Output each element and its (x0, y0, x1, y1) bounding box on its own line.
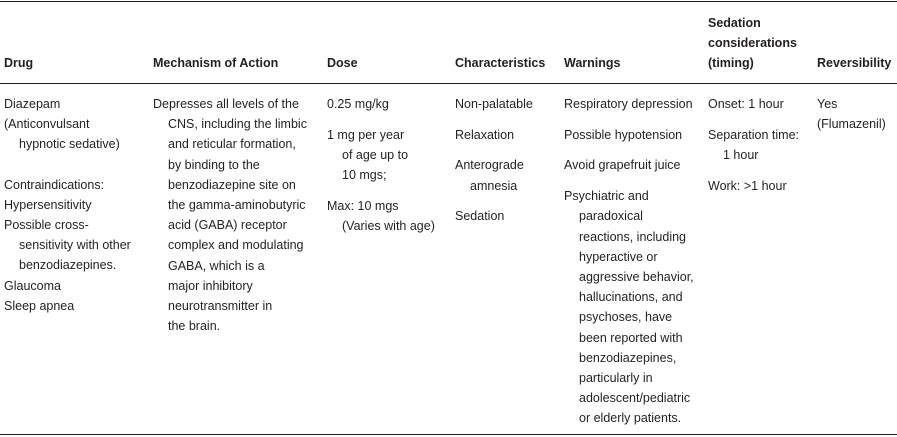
header-dose: Dose (327, 56, 358, 70)
header-characteristics-cell (455, 0, 560, 73)
warning-item: Respiratory depression (564, 97, 693, 111)
contraindication-line: Possible cross- (4, 218, 89, 233)
contraindication-line: sensitivity with other (19, 238, 131, 253)
contraindication-item: Hypersensitivity (4, 197, 92, 212)
contraindications-title: Contraindications: (4, 177, 105, 192)
drug-name: Diazepam (4, 97, 61, 111)
drug-cell (4, 94, 144, 316)
warning-item: Possible hypotension (564, 127, 683, 142)
mechanism-line: neurotransmitter in (168, 299, 273, 314)
header-mechanism: Mechanism of Action (153, 56, 279, 70)
header-sedation-line: Sedation (708, 16, 761, 30)
sedation-line: 1 hour (723, 147, 759, 162)
warning-item: Avoid grapefruit juice (564, 158, 681, 173)
drug-class-line: (Anticonvulsant (4, 117, 90, 132)
header-sedation-line: (timing) (708, 56, 754, 70)
sedation-cell (708, 94, 813, 196)
header-reversibility-cell (817, 0, 897, 73)
contraindication-item: Glaucoma (4, 278, 61, 293)
header-drug-cell (4, 0, 144, 73)
warning-line: psychoses, have (579, 310, 673, 325)
drug-class-line: hypnotic sedative) (19, 137, 120, 152)
characteristics-cell (455, 94, 560, 227)
dose-line: Max: 10 mgs (327, 198, 399, 213)
dose-cell (327, 94, 447, 236)
mechanism-line: CNS, including the limbic (168, 117, 307, 132)
header-reversibility: Reversibility (817, 56, 892, 70)
warning-line: benzodiazepines, (579, 350, 677, 365)
mechanism-cell (153, 94, 318, 336)
reversibility-cell (817, 94, 897, 134)
warning-line: particularly in (579, 370, 653, 385)
header-sedation-line: considerations (708, 36, 797, 50)
dose-line: 0.25 mg/kg (327, 97, 389, 111)
mechanism-line: acid (GABA) receptor (168, 218, 287, 233)
reversibility-value: Yes (817, 97, 838, 111)
dose-line: (Varies with age) (342, 219, 435, 234)
warning-line: hyperactive or (579, 249, 658, 264)
dose-line: 10 mgs; (342, 168, 387, 183)
contraindication-line: benzodiazepines. (19, 258, 117, 273)
mechanism-line: the brain. (168, 319, 221, 334)
mechanism-line: complex and modulating (168, 238, 304, 253)
table-bottom-rule (0, 434, 897, 435)
warning-line: or elderly patients. (579, 411, 682, 426)
characteristic-item (455, 155, 560, 195)
header-characteristics: Characteristics (455, 56, 546, 70)
mechanism-line: benzodiazepine site on (168, 177, 296, 192)
mechanism-line: major inhibitory (168, 278, 253, 293)
mechanism-line: the gamma-aminobutyric (168, 198, 306, 213)
mechanism-line: by binding to the (168, 157, 260, 172)
warning-line: reactions, including (579, 229, 687, 244)
header-sedation-cell (708, 0, 813, 73)
mechanism-line: Depresses all levels of the (153, 97, 299, 111)
header-warnings-cell (564, 0, 699, 73)
mechanism-line: and reticular formation, (168, 137, 296, 152)
reversibility-agent: (Flumazenil) (817, 117, 886, 132)
characteristic-item: Relaxation (455, 127, 515, 142)
sedation-onset: Onset: 1 hour (708, 97, 784, 111)
header-warnings: Warnings (564, 56, 621, 70)
sedation-separation (708, 125, 813, 165)
table-header-rule (0, 83, 897, 84)
characteristic-item: Sedation (455, 209, 505, 224)
header-dose-cell (327, 0, 447, 73)
characteristic-item: Non-palatable (455, 97, 533, 111)
header-mechanism-cell (153, 0, 318, 73)
dose-line: of age up to (342, 147, 409, 162)
warning-line: paradoxical (579, 209, 643, 224)
characteristic-line: amnesia (470, 178, 518, 193)
header-sedation (708, 13, 797, 73)
dose-line: 1 mg per year (327, 127, 405, 142)
mechanism-line: GABA, which is a (168, 258, 265, 273)
warning-line: adolescent/pediatric (579, 391, 691, 406)
sedation-line: Separation time: (708, 127, 800, 142)
characteristic-line: Anterograde (455, 158, 524, 173)
contraindication-item: Sleep apnea (4, 298, 75, 313)
warning-item (564, 186, 699, 428)
warning-line: aggressive behavior, (579, 269, 694, 284)
warning-line: hallucinations, and (579, 290, 683, 305)
warning-line: been reported with (579, 330, 683, 345)
header-drug: Drug (4, 56, 34, 70)
warning-line: Psychiatric and (564, 189, 649, 204)
contraindication-item (4, 215, 144, 276)
warnings-cell (564, 94, 699, 429)
sedation-work: Work: >1 hour (708, 178, 787, 193)
